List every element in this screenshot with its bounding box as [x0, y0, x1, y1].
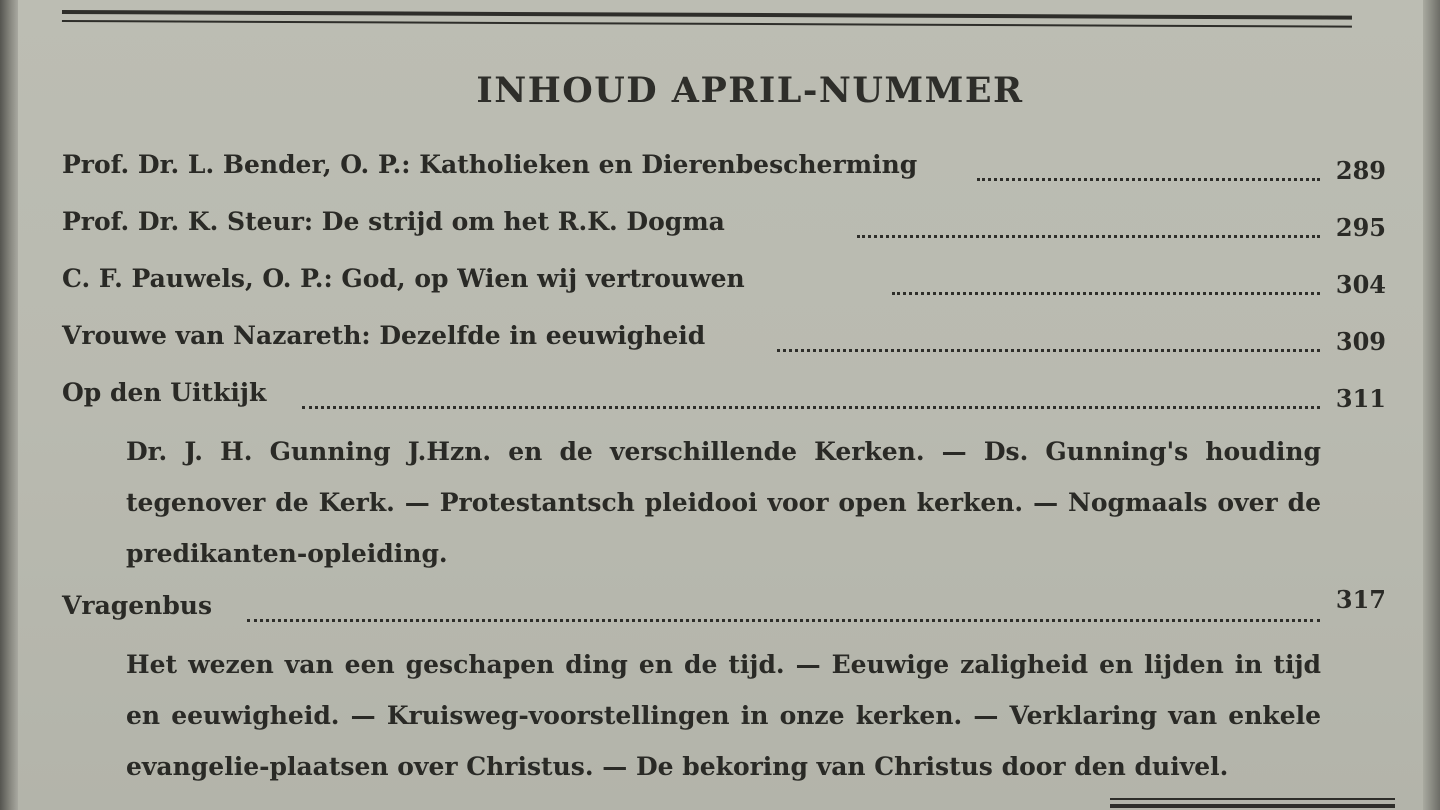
toc-entry-title: Prof. Dr. L. Bender, O. P.: Katholieken en Dierenbescherming	[62, 150, 918, 179]
dot-leader	[777, 345, 1320, 352]
toc-entry	[62, 321, 1392, 378]
dot-leader	[247, 615, 1320, 622]
page-title: INHOUD APRIL-NUMMER	[476, 70, 1024, 111]
toc-entry	[62, 150, 1392, 207]
toc-entry-title: Vragenbus	[62, 591, 213, 620]
page-edge-left	[0, 0, 18, 810]
page-edge-right	[1423, 0, 1440, 810]
dot-leader	[892, 288, 1320, 295]
toc-entry	[62, 264, 1392, 321]
dot-leader	[857, 231, 1320, 238]
toc-entry-title: Prof. Dr. K. Steur: De strijd om het R.K. Dogma	[62, 207, 725, 236]
toc-page-number: 309	[1335, 327, 1386, 356]
toc-page-number: 304	[1335, 270, 1386, 299]
toc-page-number: 317	[1335, 585, 1386, 614]
toc-page-number: 295	[1335, 213, 1386, 242]
toc-entry-subtopics: Dr. J. H. Gunning J.Hzn. en de verschillende Kerken. — Ds. Gunning's houding tegenover de Kerk. — Protestantsch pleidooi voor open kerken. — Nogmaals over de predikanten-opleiding.	[126, 437, 1321, 568]
dot-leader	[302, 402, 1320, 409]
table-of-contents	[62, 150, 1392, 804]
toc-entry	[62, 207, 1392, 264]
toc-entry-subtopics: Het wezen van een geschapen ding en de tijd. — Eeuwige zaligheid en lijden in tijd en eeuwigheid. — Kruisweg-voorstellingen in onze kerken. — Verklaring van enkele evangelie-plaatsen over Christus. — De bekoring van Christus door den duivel.	[126, 650, 1321, 781]
bottom-double-rule	[1110, 798, 1395, 808]
toc-entry-title: Vrouwe van Nazareth: Dezelfde in eeuwigheid	[62, 321, 706, 350]
toc-entry-title: Op den Uitkijk	[62, 378, 267, 407]
toc-page-number: 311	[1335, 384, 1386, 413]
toc-page-number: 289	[1335, 156, 1386, 185]
dot-leader	[977, 174, 1320, 181]
toc-entry-title: C. F. Pauwels, O. P.: God, op Wien wij vertrouwen	[62, 264, 745, 293]
